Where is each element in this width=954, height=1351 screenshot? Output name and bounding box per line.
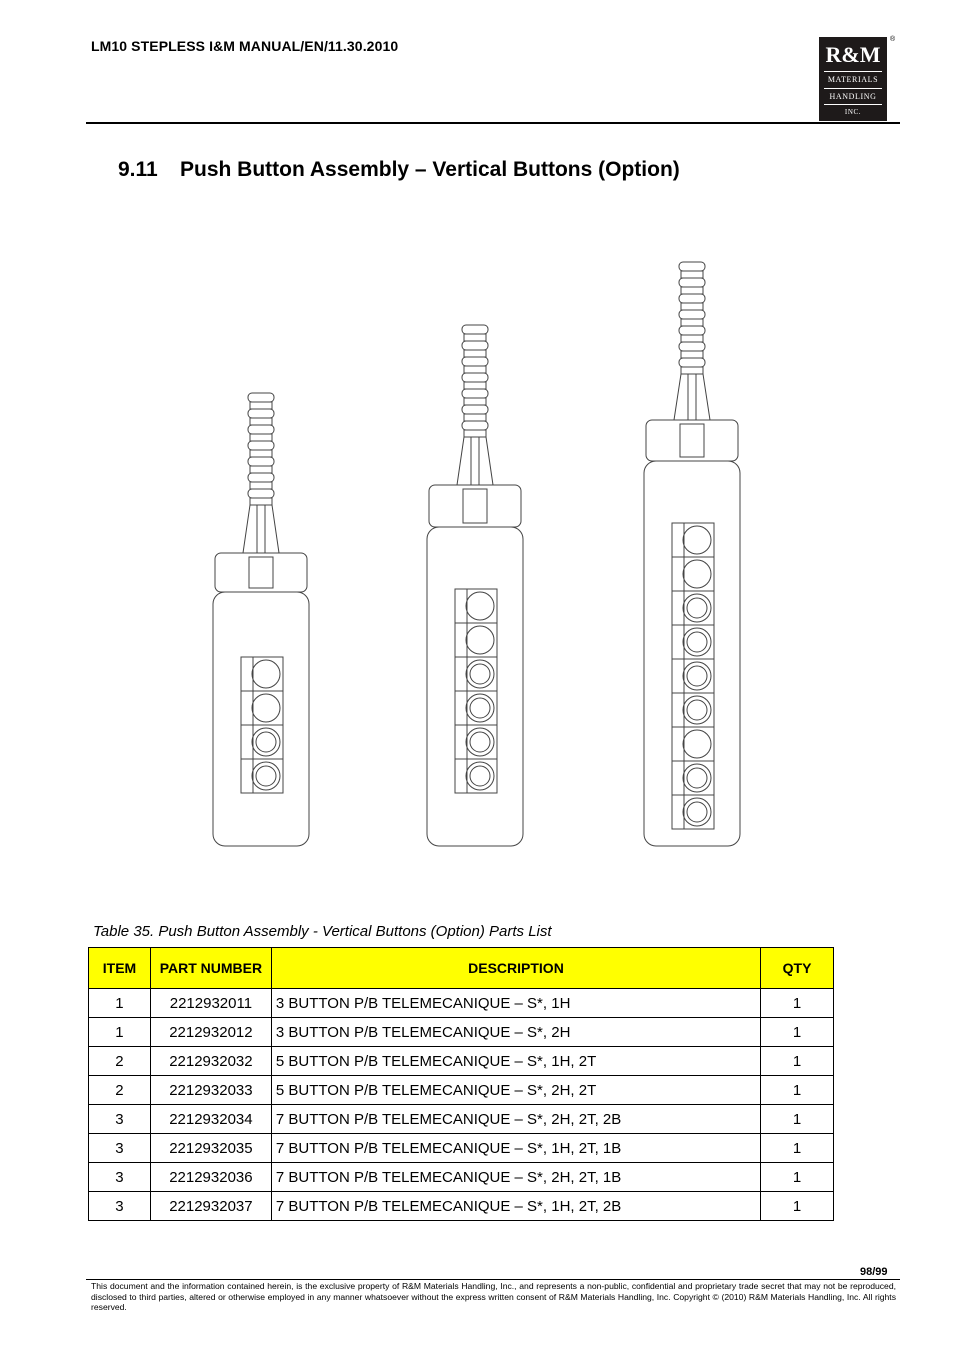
pendant-large-strain-ring	[679, 262, 705, 271]
pendant-small-strain-ring	[248, 457, 274, 466]
cell-item: 3	[89, 1192, 151, 1221]
pendant-large-button-cell	[672, 693, 714, 727]
pendant-small-strain-ring	[248, 393, 274, 402]
pendant-large-button	[683, 560, 711, 588]
pendant-small-button	[252, 660, 280, 688]
cell-item: 1	[89, 989, 151, 1018]
pendant-large-strain-ring	[679, 310, 705, 319]
pendant-medium-button	[466, 626, 494, 654]
pendant-small-strain-ring	[248, 425, 274, 434]
pendant-small-strain-ring	[248, 441, 274, 450]
pendant-large-button-cell	[672, 727, 714, 761]
pendant-medium-strain-neck	[464, 414, 486, 421]
pendant-small-strain-neck	[250, 450, 272, 457]
header-part-number: PART NUMBER	[150, 948, 271, 989]
pendant-large-strain-neck	[681, 351, 703, 358]
pendant-medium-strain-neck	[464, 334, 486, 341]
pendant-medium-strain-ring	[462, 325, 488, 334]
pendant-small-strain-neck	[250, 434, 272, 441]
cell-description: 3 BUTTON P/B TELEMECANIQUE – S*, 2H	[271, 1018, 760, 1047]
cell-part-number: 2212932035	[150, 1134, 271, 1163]
pendant-medium-strain-neck	[464, 366, 486, 373]
pendant-medium-button-ring	[470, 732, 490, 752]
pendant-small-strain-neck	[250, 418, 272, 425]
pendant-large-button-ring	[687, 598, 707, 618]
cell-description: 5 BUTTON P/B TELEMECANIQUE – S*, 1H, 2T	[271, 1047, 760, 1076]
pendant-medium-button	[466, 592, 494, 620]
pendant-medium-button-cell	[455, 725, 497, 759]
header-description: DESCRIPTION	[271, 948, 760, 989]
cell-description: 7 BUTTON P/B TELEMECANIQUE – S*, 2H, 2T, 1B	[271, 1163, 760, 1192]
pendant-medium-strain-ring	[462, 357, 488, 366]
pendant-medium-cable-sleeve	[457, 437, 493, 485]
cell-description: 5 BUTTON P/B TELEMECANIQUE – S*, 2H, 2T	[271, 1076, 760, 1105]
cell-qty: 1	[761, 1018, 834, 1047]
pendant-small-collar	[215, 553, 307, 592]
table-row	[89, 1105, 834, 1134]
pendant-medium-button-cell	[455, 657, 497, 691]
cell-part-number: 2212932037	[150, 1192, 271, 1221]
pendant-large-button-ring	[687, 666, 707, 686]
page-number: 98/99	[860, 1266, 888, 1278]
pendant-small-button	[252, 694, 280, 722]
pendant-large-button-cell	[672, 659, 714, 693]
pendant-medium-strain-neck	[464, 430, 486, 437]
pendant-small-button-ring	[256, 766, 276, 786]
pendant-large-strain-neck	[681, 367, 703, 374]
pendant-large-button-cell	[672, 523, 714, 557]
cell-part-number: 2212932011	[150, 989, 271, 1018]
table-header-row	[89, 948, 834, 989]
pendant-large-cable-sleeve	[674, 374, 710, 420]
pendant-medium-button-cell	[455, 623, 497, 657]
pendant-large-strain-neck	[681, 271, 703, 278]
pendant-medium-button-cell	[455, 691, 497, 725]
cell-part-number: 2212932032	[150, 1047, 271, 1076]
pendant-medium-strain-neck	[464, 382, 486, 389]
cell-item: 3	[89, 1163, 151, 1192]
cell-description: 7 BUTTON P/B TELEMECANIQUE – S*, 2H, 2T, 2B	[271, 1105, 760, 1134]
table-row	[89, 989, 834, 1018]
pendant-large-strain-ring	[679, 294, 705, 303]
pendant-medium-collar-slot	[463, 489, 487, 523]
pendant-medium-button-cell	[455, 759, 497, 793]
pendant-small-button-ring	[256, 732, 276, 752]
header-qty: QTY	[761, 948, 834, 989]
pendant-large-strain-ring	[679, 326, 705, 335]
table-row	[89, 1047, 834, 1076]
pendant-small-button-cell	[241, 725, 283, 759]
pendant-medium-strain-ring	[462, 373, 488, 382]
logo-brand: R&M	[825, 42, 881, 67]
table-caption: Table 35. Push Button Assembly - Vertical Buttons (Option) Parts List	[93, 923, 552, 940]
pendant-medium-strain-ring	[462, 389, 488, 398]
pendant-large-strain-neck	[681, 287, 703, 294]
logo-line-inc: INC.	[844, 108, 862, 116]
pendant-small-strain-neck	[250, 402, 272, 409]
table-row	[89, 1076, 834, 1105]
cell-part-number: 2212932033	[150, 1076, 271, 1105]
section-title-text: Push Button Assembly – Vertical Buttons (Option)	[180, 158, 680, 181]
logo-line-handling: HANDLING	[824, 88, 882, 105]
pendant-large-collar	[646, 420, 738, 461]
logo-line-materials: MATERIALS	[824, 71, 882, 84]
pendant-large-button-ring	[687, 700, 707, 720]
pendant-medium-button-cell	[455, 589, 497, 623]
table-row	[89, 1163, 834, 1192]
pendant-large-button-cell	[672, 557, 714, 591]
pendant-large-button-ring	[687, 632, 707, 652]
pendant-medium-strain-ring	[462, 421, 488, 430]
cell-item: 3	[89, 1105, 151, 1134]
cell-description: 3 BUTTON P/B TELEMECANIQUE – S*, 1H	[271, 989, 760, 1018]
cell-qty: 1	[761, 1076, 834, 1105]
pendant-medium-strain-ring	[462, 405, 488, 414]
pendant-medium-button-ring	[470, 766, 490, 786]
header-item: ITEM	[89, 948, 151, 989]
section-number: 9.11	[118, 158, 158, 181]
cell-qty: 1	[761, 989, 834, 1018]
cell-part-number: 2212932036	[150, 1163, 271, 1192]
pendant-large-button-cell	[672, 591, 714, 625]
confidentiality-notice: This document and the information contained herein, is the exclusive property of R&M Materials Handling, Inc., and represents a non-public, confidential and proprietary trade secret that may not be reproduced, disclosed to third parties, altered or otherwise employed in any manner whatsoever without the express written consent of R&M Materials Handling, Inc. Copyright © (2010) R&M Materials Handling, Inc. All rights reserved.	[91, 1281, 896, 1312]
pendant-small-strain-ring	[248, 489, 274, 498]
table-row	[89, 1192, 834, 1221]
pendant-small-button-cell	[241, 759, 283, 793]
cell-qty: 1	[761, 1192, 834, 1221]
pendant-large-strain-neck	[681, 335, 703, 342]
pendant-large-strain-ring	[679, 342, 705, 351]
pendant-large-button-ring	[687, 768, 707, 788]
pendant-large-button-ring	[687, 802, 707, 822]
pendant-large-body	[644, 461, 740, 846]
pendant-small-button-cell	[241, 691, 283, 725]
pendant-large-button-cell	[672, 795, 714, 829]
pendant-medium-strain-neck	[464, 398, 486, 405]
cell-qty: 1	[761, 1163, 834, 1192]
pendant-large-strain-neck	[681, 303, 703, 310]
cell-qty: 1	[761, 1047, 834, 1076]
cell-part-number: 2212932034	[150, 1105, 271, 1134]
cell-part-number: 2212932012	[150, 1018, 271, 1047]
pendant-large-button-cell	[672, 625, 714, 659]
pendant-small-cable-sleeve	[243, 505, 279, 553]
pendant-small-strain-ring	[248, 409, 274, 418]
pendant-medium-strain-ring	[462, 341, 488, 350]
cell-item: 2	[89, 1047, 151, 1076]
table-row	[89, 1018, 834, 1047]
cell-item: 3	[89, 1134, 151, 1163]
cell-item: 1	[89, 1018, 151, 1047]
parts-list-table	[88, 947, 834, 1221]
pendant-large-button	[683, 730, 711, 758]
footer-divider	[86, 1279, 900, 1280]
pendant-small-body	[213, 592, 309, 846]
pendant-medium-button-ring	[470, 664, 490, 684]
cell-description: 7 BUTTON P/B TELEMECANIQUE – S*, 1H, 2T, 1B	[271, 1134, 760, 1163]
table-row	[89, 1134, 834, 1163]
pendant-medium-strain-neck	[464, 350, 486, 357]
pendant-large-button	[683, 526, 711, 554]
pendant-small-strain-ring	[248, 473, 274, 482]
pendant-medium-body	[427, 527, 523, 846]
pendant-large-button-cell	[672, 761, 714, 795]
pendant-large-strain-ring	[679, 278, 705, 287]
pendant-large-collar-slot	[680, 424, 704, 457]
pendant-small-strain-neck	[250, 466, 272, 473]
registered-mark: ®	[890, 36, 896, 43]
cell-description: 7 BUTTON P/B TELEMECANIQUE – S*, 1H, 2T, 2B	[271, 1192, 760, 1221]
document-header-title: LM10 STEPLESS I&M MANUAL/EN/11.30.2010	[91, 38, 399, 54]
pendant-small-collar-slot	[249, 557, 273, 588]
pendant-small-strain-neck	[250, 498, 272, 505]
cell-qty: 1	[761, 1134, 834, 1163]
pendant-medium-button-ring	[470, 698, 490, 718]
pendant-large-strain-neck	[681, 319, 703, 326]
pendant-small-button-cell	[241, 657, 283, 691]
cell-qty: 1	[761, 1105, 834, 1134]
pendant-medium-collar	[429, 485, 521, 527]
pendant-small-strain-neck	[250, 482, 272, 489]
cell-item: 2	[89, 1076, 151, 1105]
pendant-large-strain-ring	[679, 358, 705, 367]
